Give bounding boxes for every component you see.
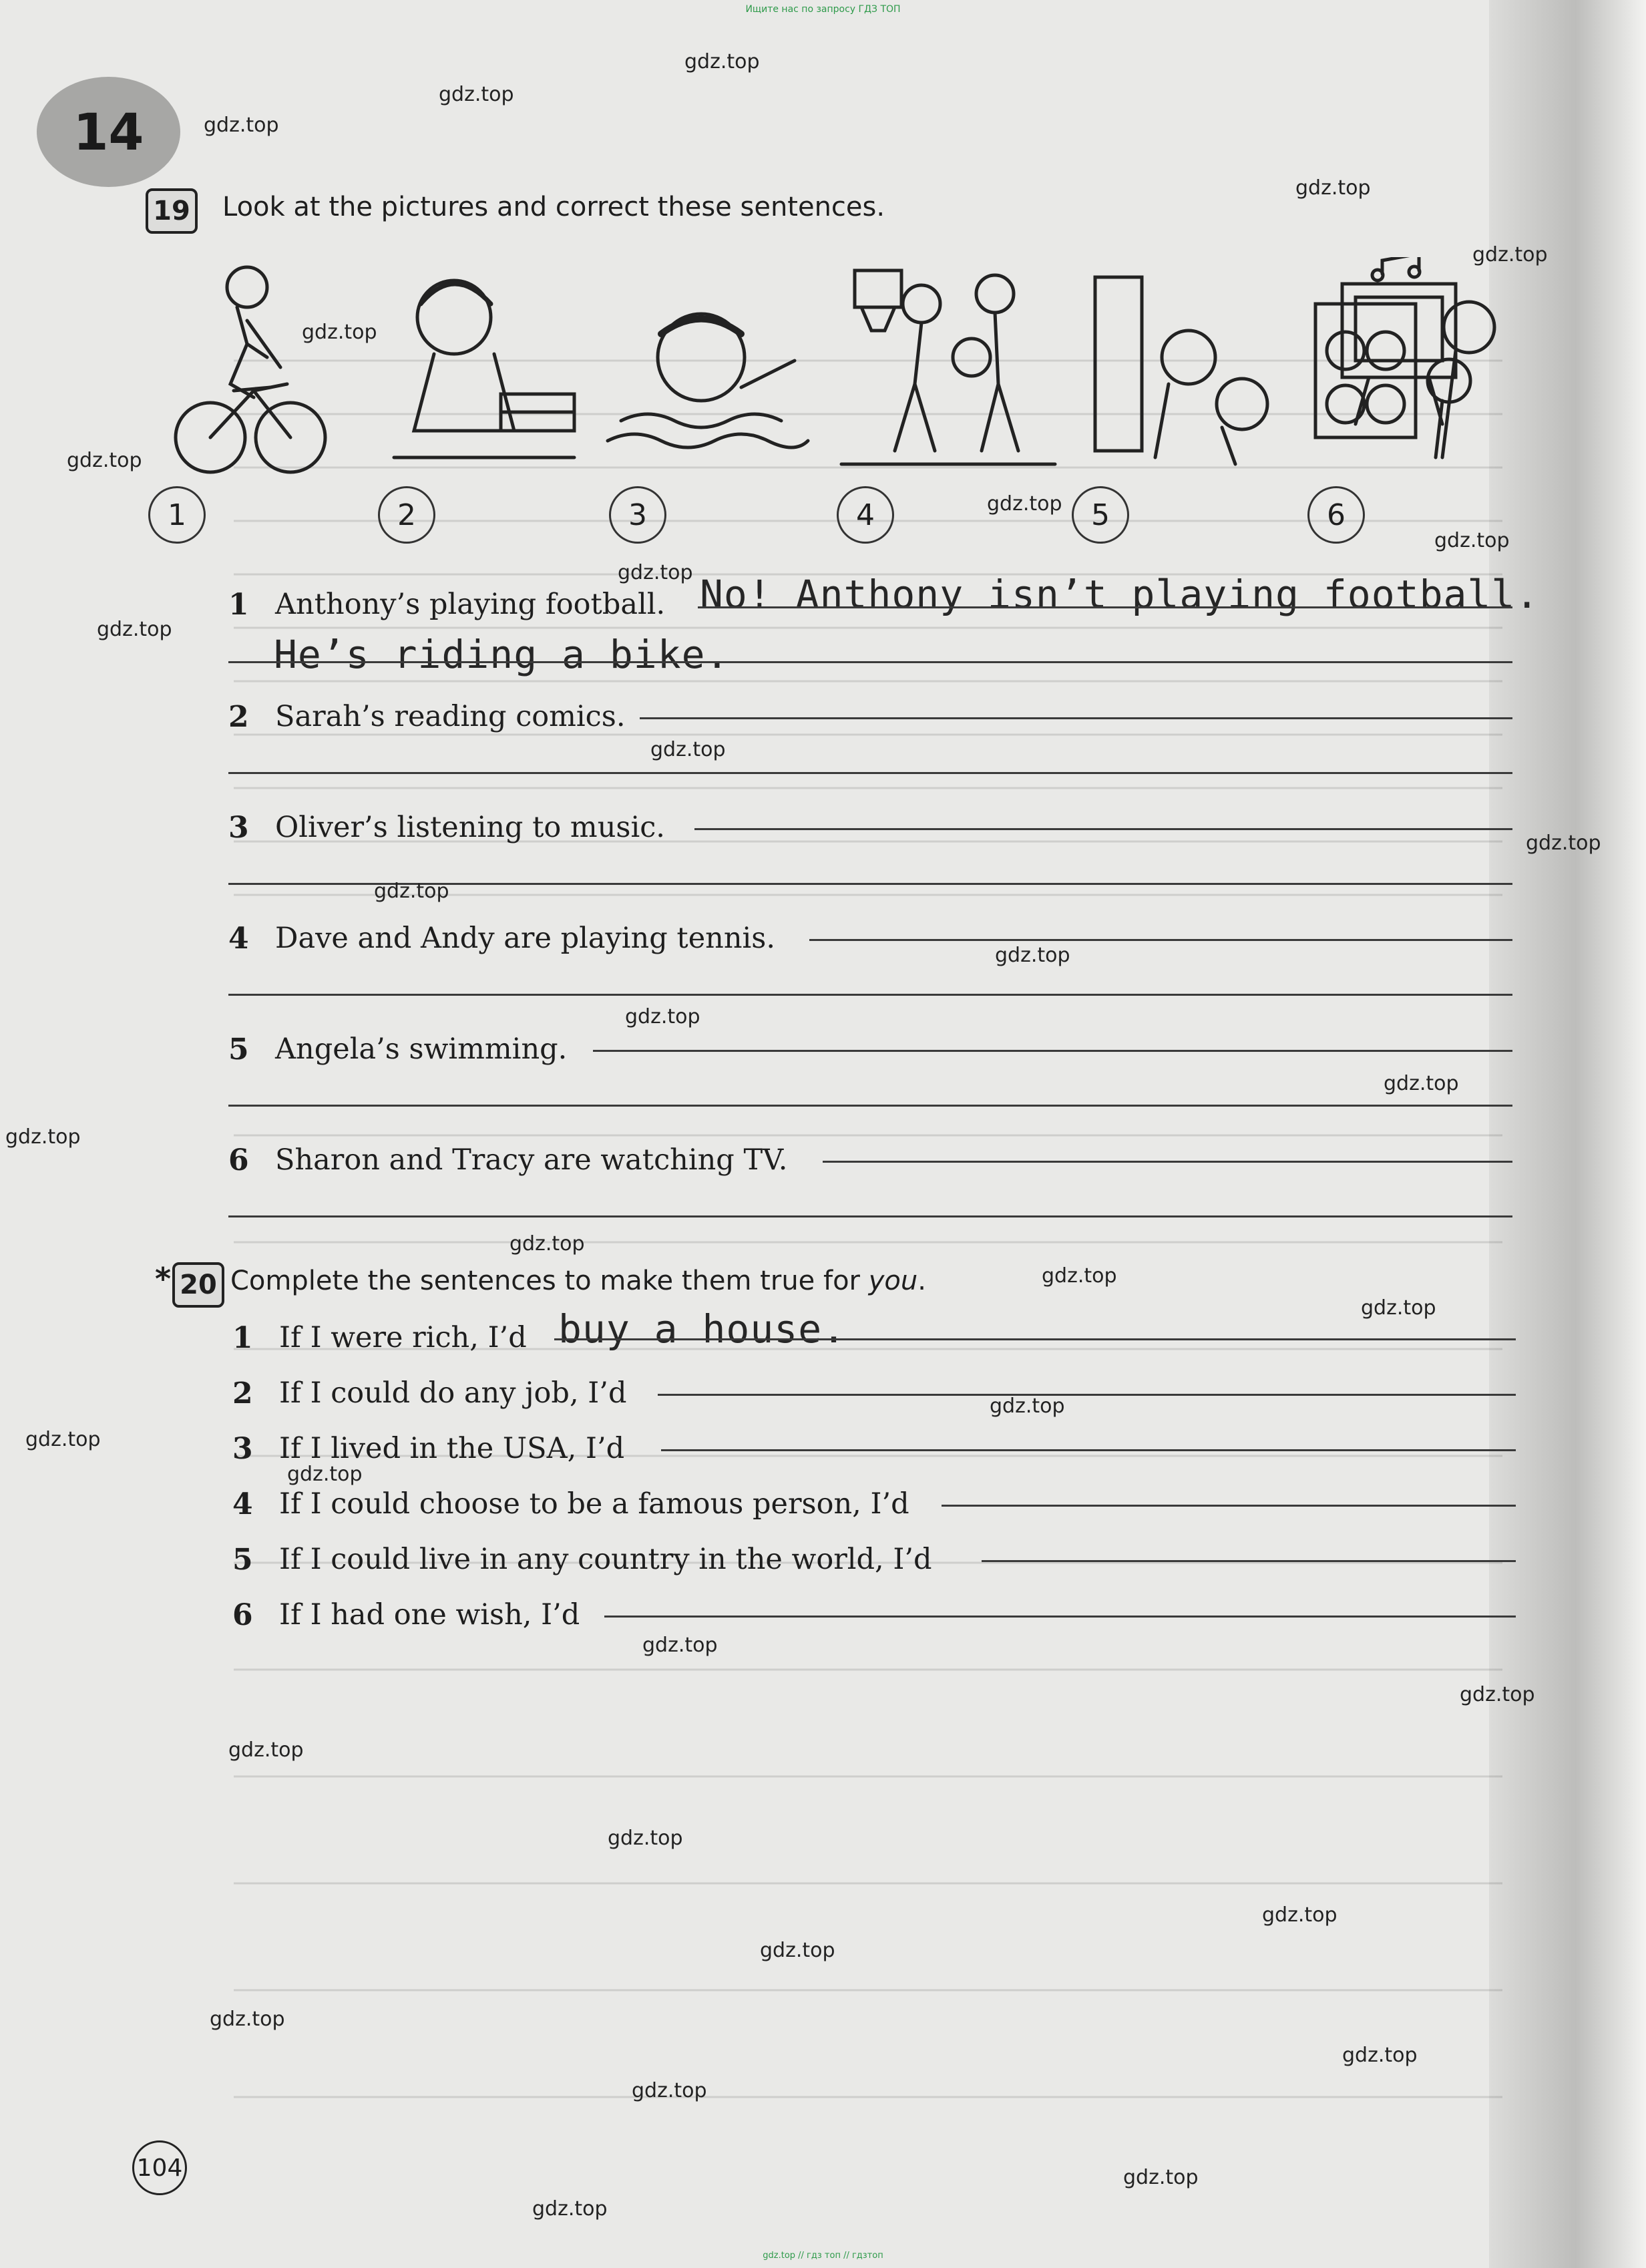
exercise-19-number: 19: [146, 188, 198, 234]
ex19-item-2-text: Sarah’s reading comics.: [275, 700, 626, 733]
watermark: gdz.top: [1262, 1903, 1338, 1927]
ex20-item-5-number: 5: [232, 1543, 253, 1577]
watermark: gdz.top: [67, 449, 142, 472]
watermark: gdz.top: [532, 2197, 608, 2221]
ex19-item-6-number: 6: [228, 1143, 249, 1177]
ex19-item-4-text: Dave and Andy are playing tennis.: [275, 922, 776, 955]
exercise-20-star: *: [155, 1261, 172, 1297]
ex19-item-1-text: Anthony’s playing football.: [275, 588, 666, 621]
ex19-item-3-text: Oliver’s listening to music.: [275, 811, 665, 844]
watermark: gdz.top: [374, 880, 449, 903]
answer-line: [640, 717, 1512, 719]
watermark: gdz.top: [1472, 243, 1548, 266]
watermark: gdz.top: [995, 944, 1070, 967]
ex20-item-1-answer: buy a house.: [558, 1306, 847, 1352]
watermark: gdz.top: [1384, 1072, 1459, 1095]
unit-number-badge: 14: [37, 77, 180, 187]
page-number: 104: [132, 2140, 187, 2195]
answer-line: [228, 772, 1512, 774]
watermark: gdz.top: [5, 1125, 81, 1149]
ex20-item-4-number: 4: [232, 1487, 253, 1521]
picture-1-cyclist: [176, 267, 325, 472]
answer-line: [823, 1161, 1512, 1163]
ex19-item-3-number: 3: [228, 811, 249, 845]
ex20-item-1-text: If I were rich, I’d: [279, 1321, 527, 1354]
answer-line: [604, 1616, 1516, 1618]
watermark: gdz.top: [650, 738, 726, 761]
ex20-item-4-text: If I could choose to be a famous person, I’d: [279, 1487, 909, 1521]
answer-line: [694, 828, 1512, 830]
watermark: gdz.top: [990, 1394, 1065, 1418]
watermark: gdz.top: [618, 561, 693, 584]
ex20-item-6-number: 6: [232, 1598, 253, 1632]
ex20-item-2-number: 2: [232, 1376, 253, 1410]
exercise-19-pictures: [154, 257, 1522, 484]
picture-3-swimming: [608, 314, 808, 447]
watermark: gdz.top: [987, 492, 1062, 516]
ex19-item-5-number: 5: [228, 1032, 249, 1067]
watermark: gdz.top: [642, 1634, 718, 1657]
ex20-item-3-text: If I lived in the USA, I’d: [279, 1432, 625, 1465]
watermark: gdz.top: [1460, 1683, 1535, 1706]
bottom-banner: gdz.top // гдз топ // гдзтоп: [763, 2251, 883, 2261]
picture-number-6: 6: [1307, 486, 1365, 544]
watermark: gdz.top: [97, 618, 172, 641]
answer-line: [809, 939, 1512, 941]
answer-line: [982, 1560, 1516, 1562]
ex20-item-5-text: If I could live in any country in the world, I’d: [279, 1543, 932, 1576]
picture-number-5: 5: [1072, 486, 1129, 544]
ex19-item-6-text: Sharon and Tracy are watching TV.: [275, 1143, 788, 1177]
watermark: gdz.top: [509, 1232, 585, 1256]
watermark: gdz.top: [632, 2079, 707, 2102]
watermark: gdz.top: [1342, 2044, 1418, 2067]
watermark: gdz.top: [608, 1827, 683, 1850]
watermark: gdz.top: [760, 1939, 835, 1962]
watermark: gdz.top: [25, 1428, 101, 1451]
top-banner: Ищите нас по запросу ГДЗ ТОП: [745, 4, 901, 15]
ex20-item-1-number: 1: [232, 1321, 253, 1355]
answer-line: [228, 1215, 1512, 1217]
emphasis-you: you: [868, 1266, 918, 1296]
ex19-item-4-number: 4: [228, 922, 249, 956]
ex19-item-1-answer: No! Anthony isn’t playing football.: [700, 572, 1540, 617]
ex20-item-3-number: 3: [232, 1432, 253, 1466]
answer-line: [593, 1050, 1512, 1052]
watermark: gdz.top: [1361, 1296, 1436, 1320]
exercise-19-instruction: Look at the pictures and correct these sentences.: [222, 192, 885, 222]
exercise-20-instruction: Complete the sentences to make them true for you.: [230, 1266, 926, 1296]
watermark: gdz.top: [684, 50, 760, 73]
ex19-item-2-number: 2: [228, 700, 249, 734]
answer-line: [228, 994, 1512, 996]
watermark: gdz.top: [228, 1738, 304, 1762]
picture-2-reading: [394, 280, 574, 457]
answer-line: [554, 1338, 1516, 1340]
picture-number-1: 1: [148, 486, 206, 544]
watermark: gdz.top: [1042, 1264, 1117, 1288]
answer-line: [661, 1449, 1516, 1451]
exercise-20-number: 20: [172, 1262, 224, 1308]
watermark: gdz.top: [1434, 529, 1510, 552]
watermark: gdz.top: [287, 1463, 363, 1486]
answer-line: [228, 1105, 1512, 1107]
picture-number-3: 3: [609, 486, 666, 544]
watermark: gdz.top: [1123, 2166, 1199, 2189]
watermark: gdz.top: [210, 2008, 285, 2031]
picture-number-4: 4: [837, 486, 894, 544]
picture-4-basketball: [841, 270, 1055, 464]
watermark: gdz.top: [1526, 831, 1601, 855]
answer-line: [942, 1505, 1516, 1507]
answer-line: [658, 1394, 1516, 1396]
watermark: gdz.top: [439, 83, 514, 106]
answer-line: [228, 661, 1512, 663]
ex19-item-1-number: 1: [228, 588, 249, 622]
picture-number-2: 2: [378, 486, 435, 544]
watermark: gdz.top: [625, 1005, 700, 1028]
watermark: gdz.top: [302, 321, 377, 344]
ex20-item-2-text: If I could do any job, I’d: [279, 1376, 627, 1410]
ex19-item-1-answer-line-2: He’s riding a bike.: [274, 632, 730, 677]
ex20-item-6-text: If I had one wish, I’d: [279, 1598, 580, 1632]
ex19-item-5-text: Angela’s swimming.: [275, 1032, 568, 1066]
watermark: gdz.top: [204, 114, 279, 137]
answer-line: [698, 606, 1512, 608]
watermark: gdz.top: [1295, 176, 1371, 200]
